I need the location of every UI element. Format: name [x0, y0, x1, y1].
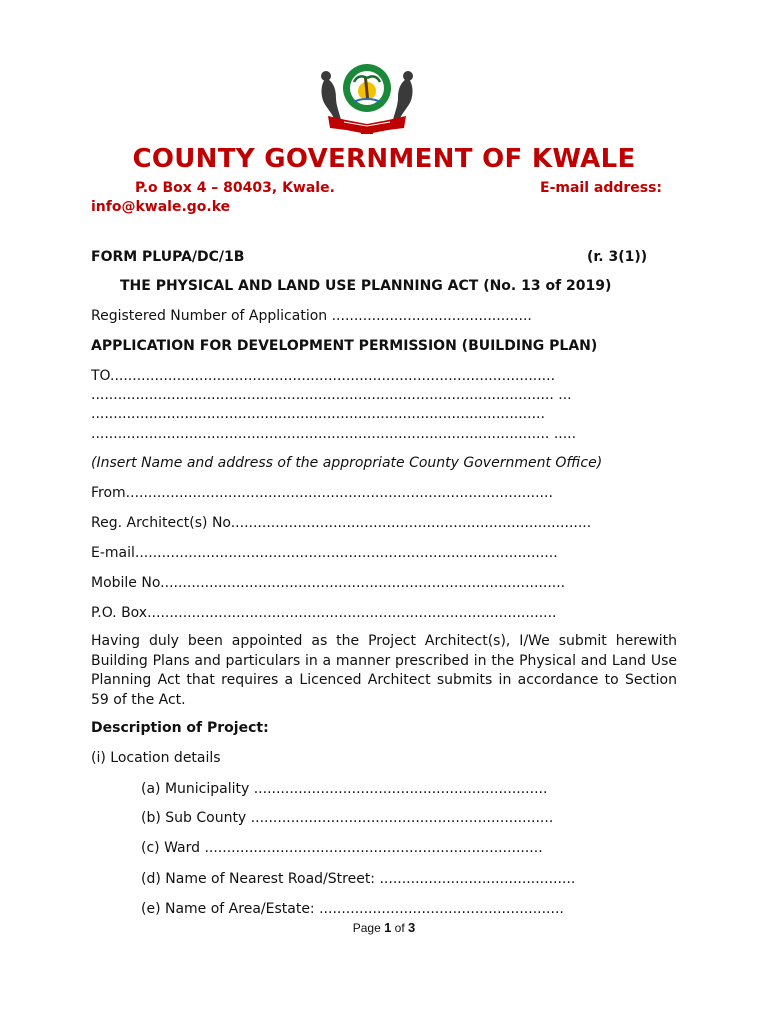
of-word: of: [394, 921, 405, 935]
appointment-paragraph: Having duly been appointed as the Project Architect(s), I/We submit herewith Building Plans and particulars in a manner prescribed in the Physical and Land Use Planning Act that requires a Licenced Architect submits in accordance to Section 59 of the Act.: [91, 633, 677, 708]
ward-field[interactable]: (c) Ward ............................................................................: [141, 840, 543, 856]
reg-architect-field[interactable]: Reg. Architect(s) No.................................................................................: [91, 515, 592, 531]
registered-number-field[interactable]: Registered Number of Application .............................................: [91, 308, 532, 324]
area-estate-field[interactable]: (e) Name of Area/Estate: .......................................................: [141, 901, 564, 917]
email-label: E-mail address:: [540, 180, 663, 196]
to-line-4[interactable]: ....................................................................................................... .....: [91, 426, 577, 442]
application-heading: APPLICATION FOR DEVELOPMENT PERMISSION (BUILDING PLAN): [91, 338, 598, 354]
page-total: 3: [408, 920, 416, 935]
from-field[interactable]: From................................................................................................: [91, 485, 553, 501]
page-footer: [0, 920, 768, 935]
email-field[interactable]: E-mail...............................................................................................: [91, 545, 558, 561]
to-line-1[interactable]: TO....................................................................................................: [91, 368, 556, 384]
to-line-3[interactable]: ......................................................................................................: [91, 406, 545, 422]
sub-county-field[interactable]: (b) Sub County ....................................................................: [141, 810, 554, 826]
to-line-2[interactable]: ........................................................................................................ ...: [91, 387, 572, 403]
form-code: FORM PLUPA/DC/1B: [91, 249, 245, 265]
county-title: COUNTY GOVERNMENT OF KWALE: [132, 144, 636, 174]
page-number: 1: [384, 920, 392, 935]
act-title: THE PHYSICAL AND LAND USE PLANNING ACT (No. 13 of 2019): [120, 278, 612, 294]
po-box-field[interactable]: P.O. Box............................................................................................: [91, 605, 557, 621]
insert-note: (Insert Name and address of the appropriate County Government Office): [91, 455, 603, 471]
email-address-link[interactable]: info@kwale.go.ke: [91, 199, 231, 215]
mobile-field[interactable]: Mobile No...........................................................................................: [91, 575, 566, 591]
description-heading: Description of Project:: [91, 720, 269, 736]
po-box-address: P.o Box 4 – 80403, Kwale.: [135, 180, 335, 196]
municipality-field[interactable]: (a) Municipality ..................................................................: [141, 781, 548, 797]
county-crest-emblem: [314, 58, 420, 138]
location-heading: (i) Location details: [91, 750, 221, 766]
nearest-road-field[interactable]: (d) Name of Nearest Road/Street: ............................................: [141, 871, 576, 887]
page-word: Page: [352, 921, 381, 935]
rule-reference: (r. 3(1)): [587, 249, 648, 265]
